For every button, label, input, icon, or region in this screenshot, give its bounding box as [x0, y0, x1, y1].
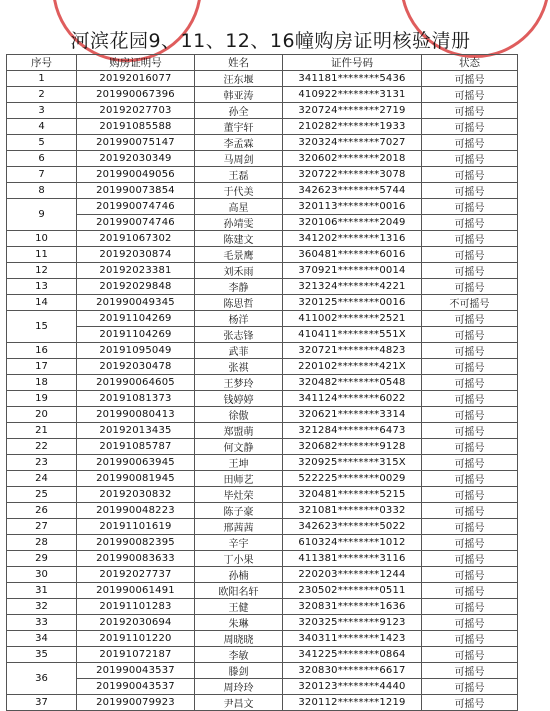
cell-id-no: 220203********1244 — [283, 567, 422, 583]
cell-id-no: 410922********3131 — [283, 87, 422, 103]
cell-seq: 5 — [7, 135, 77, 151]
cell-status: 可摇号 — [422, 535, 518, 551]
cell-cert-no: 20191085588 — [77, 119, 195, 135]
header-name: 姓名 — [195, 55, 283, 71]
cell-name: 陈建文 — [195, 231, 283, 247]
cell-status: 可摇号 — [422, 375, 518, 391]
cell-seq: 27 — [7, 519, 77, 535]
table-row — [7, 295, 518, 311]
table-row — [7, 471, 518, 487]
cell-name: 欧阳名轩 — [195, 583, 283, 599]
cell-name: 孙靖雯 — [195, 215, 283, 231]
table-body — [7, 71, 518, 711]
cell-name: 张祺 — [195, 359, 283, 375]
cell-cert-no: 20192030874 — [77, 247, 195, 263]
cell-name: 滕剑 — [195, 663, 283, 679]
table-row — [7, 535, 518, 551]
cell-seq: 6 — [7, 151, 77, 167]
cell-seq: 18 — [7, 375, 77, 391]
cell-cert-no: 20192023381 — [77, 263, 195, 279]
cell-name: 朱琳 — [195, 615, 283, 631]
cell-cert-no: 201990049345 — [77, 295, 195, 311]
table-header-row — [7, 55, 518, 71]
cell-name: 田师艺 — [195, 471, 283, 487]
cell-seq: 2 — [7, 87, 77, 103]
cell-seq: 21 — [7, 423, 77, 439]
table-row — [7, 231, 518, 247]
cell-id-no: 210282********1933 — [283, 119, 422, 135]
cell-id-no: 411381********3116 — [283, 551, 422, 567]
cell-id-no: 320721********4823 — [283, 343, 422, 359]
cell-id-no: 320113********0016 — [283, 199, 422, 215]
cell-seq: 25 — [7, 487, 77, 503]
cell-status: 可摇号 — [422, 663, 518, 679]
cell-seq: 29 — [7, 551, 77, 567]
cell-cert-no: 201990082395 — [77, 535, 195, 551]
table-row — [7, 199, 518, 215]
cell-seq: 36 — [7, 663, 77, 695]
cell-seq: 33 — [7, 615, 77, 631]
cell-seq: 34 — [7, 631, 77, 647]
cell-name: 武菲 — [195, 343, 283, 359]
cell-status: 可摇号 — [422, 343, 518, 359]
cell-seq: 35 — [7, 647, 77, 663]
cell-seq: 26 — [7, 503, 77, 519]
cell-name: 毕灶荣 — [195, 487, 283, 503]
cell-name: 钱婷婷 — [195, 391, 283, 407]
cell-name: 张志锋 — [195, 327, 283, 343]
header-seq: 序号 — [7, 55, 77, 71]
cell-seq: 20 — [7, 407, 77, 423]
cell-cert-no: 201990079923 — [77, 695, 195, 711]
table-row — [7, 631, 518, 647]
table-row — [7, 103, 518, 119]
cell-seq: 30 — [7, 567, 77, 583]
cell-cert-no: 20191101283 — [77, 599, 195, 615]
cell-name: 尹昌文 — [195, 695, 283, 711]
cell-cert-no: 201990063945 — [77, 455, 195, 471]
cell-status: 可摇号 — [422, 455, 518, 471]
cell-cert-no: 201990048223 — [77, 503, 195, 519]
cell-status: 可摇号 — [422, 87, 518, 103]
cell-cert-no: 20191072187 — [77, 647, 195, 663]
cell-seq: 19 — [7, 391, 77, 407]
cell-id-no: 321081********0332 — [283, 503, 422, 519]
cell-seq: 8 — [7, 183, 77, 199]
cell-name: 丁小果 — [195, 551, 283, 567]
cell-cert-no: 201990049056 — [77, 167, 195, 183]
cell-name: 陈思哲 — [195, 295, 283, 311]
cell-id-no: 320324********7027 — [283, 135, 422, 151]
cell-status: 可摇号 — [422, 135, 518, 151]
cell-cert-no: 201990064605 — [77, 375, 195, 391]
cell-status: 可摇号 — [422, 279, 518, 295]
cell-id-no: 320481********5215 — [283, 487, 422, 503]
cell-name: 孙全 — [195, 103, 283, 119]
table-row — [7, 359, 518, 375]
cell-cert-no: 20191104269 — [77, 327, 195, 343]
cell-name: 郑盟萌 — [195, 423, 283, 439]
cell-cert-no: 20191081373 — [77, 391, 195, 407]
cell-name: 于代美 — [195, 183, 283, 199]
verification-table — [6, 54, 518, 711]
cell-cert-no: 201990074746 — [77, 215, 195, 231]
table-row — [7, 183, 518, 199]
table-row — [7, 503, 518, 519]
cell-cert-no: 20192027703 — [77, 103, 195, 119]
cell-id-no: 522225********0029 — [283, 471, 422, 487]
cell-id-no: 320112********1219 — [283, 695, 422, 711]
cell-cert-no: 201990067396 — [77, 87, 195, 103]
cell-cert-no: 20192030694 — [77, 615, 195, 631]
cell-name: 辛宇 — [195, 535, 283, 551]
table-row — [7, 263, 518, 279]
table-row — [7, 407, 518, 423]
cell-name: 李敏 — [195, 647, 283, 663]
cell-seq: 1 — [7, 71, 77, 87]
cell-status: 可摇号 — [422, 215, 518, 231]
cell-seq: 24 — [7, 471, 77, 487]
cell-status: 可摇号 — [422, 183, 518, 199]
cell-id-no: 320602********2018 — [283, 151, 422, 167]
cell-status: 可摇号 — [422, 311, 518, 327]
table-row — [7, 167, 518, 183]
cell-status: 可摇号 — [422, 247, 518, 263]
cell-id-no: 320123********4440 — [283, 679, 422, 695]
cell-cert-no: 20192013435 — [77, 423, 195, 439]
cell-seq: 16 — [7, 343, 77, 359]
cell-seq: 4 — [7, 119, 77, 135]
cell-status: 可摇号 — [422, 151, 518, 167]
cell-seq: 23 — [7, 455, 77, 471]
cell-cert-no: 201990075147 — [77, 135, 195, 151]
cell-cert-no: 20191104269 — [77, 311, 195, 327]
cell-name: 毛景鹰 — [195, 247, 283, 263]
cell-id-no: 320106********2049 — [283, 215, 422, 231]
cell-id-no: 320325********9123 — [283, 615, 422, 631]
cell-seq: 3 — [7, 103, 77, 119]
table-row — [7, 71, 518, 87]
cell-status: 可摇号 — [422, 647, 518, 663]
cell-id-no: 320831********1636 — [283, 599, 422, 615]
table-row — [7, 375, 518, 391]
cell-name: 周玲玲 — [195, 679, 283, 695]
cell-cert-no: 20191085787 — [77, 439, 195, 455]
table-row — [7, 327, 518, 343]
cell-name: 王坤 — [195, 455, 283, 471]
cell-seq: 15 — [7, 311, 77, 343]
cell-seq: 14 — [7, 295, 77, 311]
table-row — [7, 215, 518, 231]
cell-status: 可摇号 — [422, 359, 518, 375]
table-row — [7, 519, 518, 535]
table-row — [7, 663, 518, 679]
cell-name: 周晓晓 — [195, 631, 283, 647]
cell-status: 可摇号 — [422, 407, 518, 423]
table-row — [7, 311, 518, 327]
cell-seq: 31 — [7, 583, 77, 599]
cell-id-no: 342623********5744 — [283, 183, 422, 199]
cell-status: 可摇号 — [422, 551, 518, 567]
cell-cert-no: 201990043537 — [77, 679, 195, 695]
cell-seq: 11 — [7, 247, 77, 263]
cell-id-no: 320830********6617 — [283, 663, 422, 679]
cell-id-no: 320722********3078 — [283, 167, 422, 183]
cell-name: 徐傲 — [195, 407, 283, 423]
cell-name: 刘禾雨 — [195, 263, 283, 279]
cell-seq: 37 — [7, 695, 77, 711]
cell-cert-no: 20192027737 — [77, 567, 195, 583]
cell-status: 可摇号 — [422, 599, 518, 615]
cell-cert-no: 20191095049 — [77, 343, 195, 359]
cell-name: 李静 — [195, 279, 283, 295]
cell-status: 可摇号 — [422, 679, 518, 695]
table-row — [7, 343, 518, 359]
cell-status: 可摇号 — [422, 615, 518, 631]
cell-id-no: 320621********3314 — [283, 407, 422, 423]
cell-id-no: 321324********4221 — [283, 279, 422, 295]
cell-cert-no: 20191101619 — [77, 519, 195, 535]
cell-id-no: 610324********1012 — [283, 535, 422, 551]
cell-cert-no: 201990081945 — [77, 471, 195, 487]
cell-status: 可摇号 — [422, 631, 518, 647]
cell-status: 可摇号 — [422, 263, 518, 279]
cell-id-no: 341225********0864 — [283, 647, 422, 663]
cell-name: 韩亚涛 — [195, 87, 283, 103]
cell-name: 汪东堰 — [195, 71, 283, 87]
cell-seq: 17 — [7, 359, 77, 375]
table-row — [7, 679, 518, 695]
cell-status: 可摇号 — [422, 519, 518, 535]
cell-name: 王磊 — [195, 167, 283, 183]
cell-seq: 7 — [7, 167, 77, 183]
table-row — [7, 583, 518, 599]
cell-cert-no: 20192030349 — [77, 151, 195, 167]
cell-cert-no: 201990061491 — [77, 583, 195, 599]
cell-status: 可摇号 — [422, 199, 518, 215]
table-row — [7, 135, 518, 151]
cell-id-no: 321284********6473 — [283, 423, 422, 439]
cell-name: 孙楠 — [195, 567, 283, 583]
cell-cert-no: 20192030832 — [77, 487, 195, 503]
cell-seq: 13 — [7, 279, 77, 295]
table-row — [7, 423, 518, 439]
cell-status: 可摇号 — [422, 423, 518, 439]
cell-name: 何文静 — [195, 439, 283, 455]
table-row — [7, 599, 518, 615]
cell-id-no: 341124********6022 — [283, 391, 422, 407]
cell-status: 可摇号 — [422, 103, 518, 119]
cell-name: 王健 — [195, 599, 283, 615]
table-row — [7, 279, 518, 295]
cell-status: 可摇号 — [422, 487, 518, 503]
table-row — [7, 439, 518, 455]
cell-id-no: 320482********0548 — [283, 375, 422, 391]
cell-cert-no: 201990080413 — [77, 407, 195, 423]
cell-id-no: 411002********2521 — [283, 311, 422, 327]
cell-seq: 12 — [7, 263, 77, 279]
table-row — [7, 567, 518, 583]
cell-cert-no: 201990073854 — [77, 183, 195, 199]
cell-cert-no: 201990074746 — [77, 199, 195, 215]
cell-id-no: 360481********6016 — [283, 247, 422, 263]
table-row — [7, 151, 518, 167]
cell-id-no: 410411********551X — [283, 327, 422, 343]
cell-status: 可摇号 — [422, 327, 518, 343]
document-title: 河滨花园9、11、12、16幢购房证明核验清册 — [70, 30, 471, 52]
cell-cert-no: 20191067302 — [77, 231, 195, 247]
cell-name: 陈子豪 — [195, 503, 283, 519]
cell-name: 高星 — [195, 199, 283, 215]
cell-cert-no: 201990083633 — [77, 551, 195, 567]
cell-id-no: 230502********0511 — [283, 583, 422, 599]
cell-name: 董宇轩 — [195, 119, 283, 135]
cell-seq: 32 — [7, 599, 77, 615]
cell-status: 可摇号 — [422, 231, 518, 247]
cell-status: 不可摇号 — [422, 295, 518, 311]
cell-status: 可摇号 — [422, 439, 518, 455]
header-status: 状态 — [422, 55, 518, 71]
cell-name: 杨洋 — [195, 311, 283, 327]
cell-name: 马周剑 — [195, 151, 283, 167]
cell-seq: 22 — [7, 439, 77, 455]
header-id-no: 证件号码 — [283, 55, 422, 71]
cell-status: 可摇号 — [422, 583, 518, 599]
cell-status: 可摇号 — [422, 695, 518, 711]
table-row — [7, 647, 518, 663]
cell-status: 可摇号 — [422, 503, 518, 519]
table-row — [7, 551, 518, 567]
cell-seq: 10 — [7, 231, 77, 247]
cell-id-no: 320925********315X — [283, 455, 422, 471]
cell-name: 邢茜茜 — [195, 519, 283, 535]
table-row — [7, 119, 518, 135]
cell-cert-no: 20191101220 — [77, 631, 195, 647]
cell-status: 可摇号 — [422, 471, 518, 487]
cell-status: 可摇号 — [422, 119, 518, 135]
cell-cert-no: 201990043537 — [77, 663, 195, 679]
cell-name: 王梦玲 — [195, 375, 283, 391]
cell-status: 可摇号 — [422, 567, 518, 583]
cell-id-no: 341202********1316 — [283, 231, 422, 247]
cell-id-no: 320682********9128 — [283, 439, 422, 455]
table-row — [7, 247, 518, 263]
table-row — [7, 455, 518, 471]
cell-cert-no: 20192016077 — [77, 71, 195, 87]
cell-status: 可摇号 — [422, 167, 518, 183]
cell-id-no: 370921********0014 — [283, 263, 422, 279]
table-row — [7, 615, 518, 631]
cell-seq: 28 — [7, 535, 77, 551]
table-row — [7, 87, 518, 103]
cell-id-no: 340311********1423 — [283, 631, 422, 647]
cell-cert-no: 20192029848 — [77, 279, 195, 295]
cell-id-no: 342623********5022 — [283, 519, 422, 535]
table-row — [7, 695, 518, 711]
cell-seq: 9 — [7, 199, 77, 231]
cell-status: 可摇号 — [422, 391, 518, 407]
cell-id-no: 341181********5436 — [283, 71, 422, 87]
cell-id-no: 320724********2719 — [283, 103, 422, 119]
table-row — [7, 487, 518, 503]
cell-status: 可摇号 — [422, 71, 518, 87]
cell-cert-no: 20192030478 — [77, 359, 195, 375]
cell-id-no: 220102********421X — [283, 359, 422, 375]
table-row — [7, 391, 518, 407]
cell-name: 李孟霖 — [195, 135, 283, 151]
cell-id-no: 320125********0016 — [283, 295, 422, 311]
header-cert-no: 购房证明号 — [77, 55, 195, 71]
